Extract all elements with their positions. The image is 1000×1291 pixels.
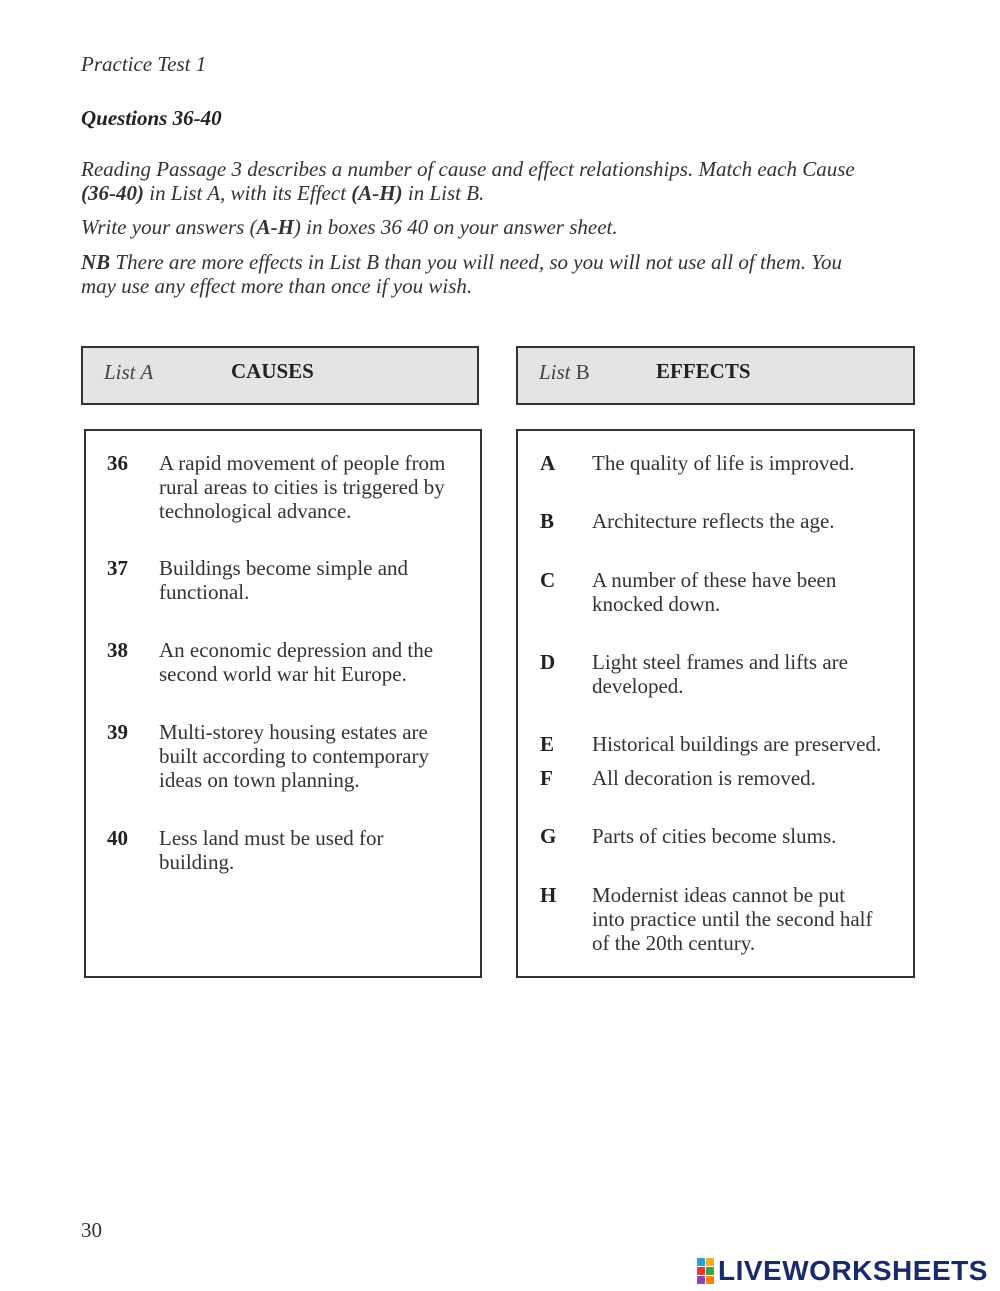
- brand-wordmark: LIVEWORKSHEETS: [718, 1255, 988, 1286]
- effect-letter: G: [540, 824, 557, 848]
- effect-letter: H: [540, 883, 557, 907]
- cause-number: 36: [107, 451, 128, 475]
- effect-text: All decoration is removed.: [592, 766, 816, 790]
- liveworksheets-brand[interactable]: [697, 1256, 988, 1286]
- cause-number: 38: [107, 638, 128, 662]
- intro-line-1: Reading Passage 3 describes a number of cause and effect relationships. Match each Cause: [81, 157, 855, 181]
- instructions-intro: [81, 157, 911, 205]
- page-number: 30: [81, 1218, 102, 1242]
- effect-letter: B: [540, 509, 555, 533]
- instructions-nb: [81, 250, 911, 298]
- list-a-title: CAUSES: [231, 359, 314, 383]
- cause-text: Less land must be used for building.: [159, 826, 384, 874]
- cause-number: 40: [107, 826, 128, 850]
- intro-line-2: (36-40) in List A, with its Effect (A-H) in List B.: [81, 181, 485, 205]
- list-b-title: EFFECTS: [656, 359, 751, 383]
- nb-line-2: may use any effect more than once if you wish.: [81, 274, 473, 298]
- effect-text: A number of these have been knocked down.: [592, 568, 837, 616]
- effect-text: Modernist ideas cannot be put into practice until the second half of the 20th century.: [592, 883, 873, 955]
- running-head: Practice Test 1: [81, 52, 207, 76]
- effect-text: Architecture reflects the age.: [592, 509, 835, 533]
- effect-letter: E: [540, 732, 555, 756]
- nb-line-1: NB There are more effects in List B than you will need, so you will not use all of them. You: [81, 250, 843, 274]
- list-a-header: [81, 346, 479, 405]
- cause-text: A rapid movement of people from rural areas to cities is triggered by technological advance.: [159, 451, 446, 523]
- effect-letter: A: [540, 451, 556, 475]
- cause-text: Multi-storey housing estates are built according to contemporary ideas on town planning.: [159, 720, 429, 792]
- effect-letter: C: [540, 568, 556, 592]
- cause-text: Buildings become simple and functional.: [159, 556, 409, 604]
- list-a-box: [84, 429, 482, 978]
- cause-number: 37: [107, 556, 128, 580]
- list-a-label: List A: [104, 360, 154, 384]
- instructions-write: Write your answers (A-H) in boxes 36 40 on your answer sheet.: [81, 215, 618, 239]
- questions-heading: Questions 36-40: [81, 106, 222, 130]
- cause-text: An economic depression and the second world war hit Europe.: [159, 638, 434, 686]
- effect-text: Parts of cities become slums.: [592, 824, 837, 848]
- list-b-box: [516, 429, 915, 978]
- list-b-header: [516, 346, 915, 405]
- cause-number: 39: [107, 720, 128, 744]
- liveworksheets-logo-icon: [697, 1258, 714, 1284]
- effect-text: The quality of life is improved.: [592, 451, 855, 475]
- effect-letter: F: [540, 766, 553, 790]
- effect-text: Historical buildings are preserved.: [592, 732, 882, 756]
- list-b-label: List B: [539, 360, 590, 384]
- effect-letter: D: [540, 650, 556, 674]
- effect-text: Light steel frames and lifts are developed.: [592, 650, 848, 698]
